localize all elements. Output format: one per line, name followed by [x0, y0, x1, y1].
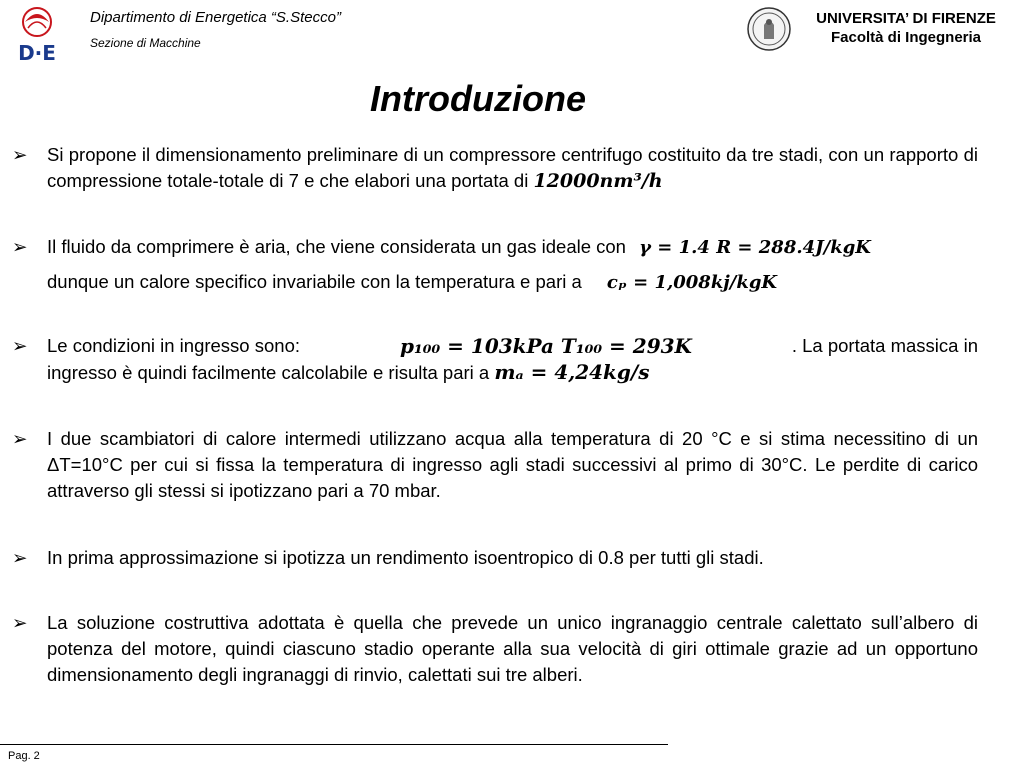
university-seal-icon	[746, 5, 792, 53]
list-item	[12, 333, 978, 386]
bullet-text: La soluzione costruttiva adottata è quella che prevede un unico ingranaggio centrale calettato sull’albero di potenza del motore, quindi ciascuno stadio operante alla sua velocità di giri ottimale grazie ad un opportuno dimensionamento degli ingranaggi di rinvio, calettati sui tre alberi.	[47, 612, 978, 685]
department-name: Dipartimento di Energetica “S.Stecco”	[90, 9, 341, 26]
formula: γ = 1.4 R = 288.4J/kgK	[639, 237, 871, 258]
bullet-text: Il fluido da comprimere è aria, che viene considerata un gas ideale con	[47, 236, 626, 257]
formula: 12000nm³/h	[533, 170, 663, 192]
bullet-text: ingresso è quindi facilmente calcolabile e risulta pari a	[47, 362, 490, 383]
bullet-text-container	[47, 234, 978, 261]
bullet-arrow-icon: ➢	[12, 335, 28, 356]
list-item	[12, 610, 978, 688]
university-name: UNIVERSITA’ DI FIRENZE	[816, 10, 996, 27]
bullet-text: Si propone il dimensionamento preliminare di un compressore centrifugo costituito da tre stadi, con un rapporto di compressione totale-totale di 7 e che elabori una portata di	[47, 144, 978, 191]
logo-text: D·E	[18, 41, 56, 64]
footer-divider	[0, 744, 668, 745]
bullet-text-container	[47, 269, 978, 296]
bullet-arrow-icon: ➢	[12, 144, 28, 165]
bullet-text: In prima approssimazione si ipotizza un rendimento isoentropico di 0.8 per tutti gli stadi.	[47, 547, 764, 568]
list-item	[12, 426, 978, 504]
formula: cₚ = 1,008kj/kgK	[606, 272, 778, 293]
bullet-arrow-icon: ➢	[12, 612, 28, 633]
faculty-name: Facoltà di Ingegneria	[830, 29, 982, 46]
list-item	[12, 545, 978, 571]
section-name: Sezione di Macchine	[90, 36, 201, 50]
bullet-text: . La portata massica in	[791, 335, 978, 356]
bullet-arrow-icon: ➢	[12, 236, 28, 257]
bullet-text-container	[47, 333, 978, 359]
bullet-text-container	[47, 359, 978, 386]
list-item	[12, 142, 978, 194]
list-item	[12, 234, 978, 296]
bullet-text-container	[47, 142, 978, 194]
page-number: Pag. 2	[8, 750, 40, 762]
dept-logo	[6, 2, 68, 64]
bullet-text: I due scambiatori di calore intermedi utilizzano acqua alla temperatura di 20 °C e si stima necessitino di un ΔT=10°C per cui si fissa la temperatura di ingresso agli stadi successivi al primo di 30°C. Le perdite di carico attraverso gli stessi si ipotizzano pari a 70 mbar.	[47, 428, 978, 501]
bullet-text: Le condizioni in ingresso sono:	[47, 335, 300, 356]
formula: mₐ = 4,24kg/s	[494, 360, 650, 384]
formula: p₁₀₀ = 103kPa T₁₀₀ = 293K	[399, 334, 692, 358]
bullet-arrow-icon: ➢	[12, 428, 28, 449]
page-title: Introduzione	[370, 78, 586, 119]
bullet-arrow-icon: ➢	[12, 547, 28, 568]
university-block	[795, 9, 1017, 47]
bullet-text: dunque un calore specifico invariabile con la temperatura e pari a	[47, 271, 582, 292]
